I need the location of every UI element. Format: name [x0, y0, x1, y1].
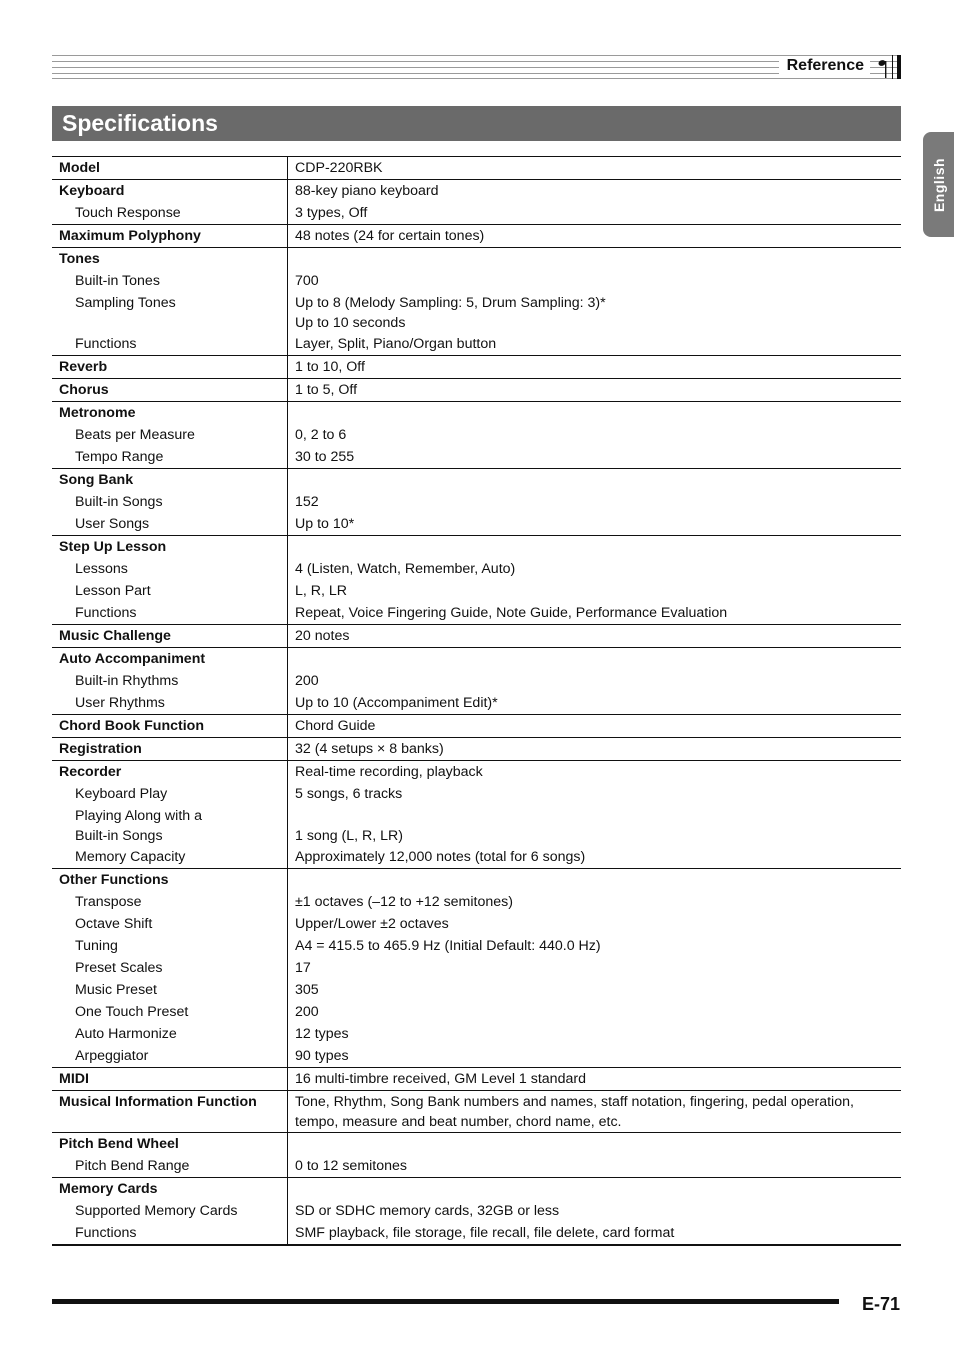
spec-value: Real-time recording, playback — [295, 764, 483, 780]
spec-label-cell — [52, 202, 288, 225]
spec-label-cell — [52, 1068, 288, 1091]
spec-label-cell — [52, 738, 288, 761]
spec-label-cell — [52, 446, 288, 469]
table-row — [52, 1023, 901, 1045]
spec-subitem: Preset Scales — [75, 960, 163, 976]
spec-label-cell — [52, 513, 288, 536]
spec-label-cell — [52, 558, 288, 580]
spec-label-cell — [52, 935, 288, 957]
spec-label-cell — [52, 157, 288, 180]
header-staff — [52, 55, 897, 79]
spec-label-cell — [52, 248, 288, 271]
table-row — [52, 1091, 901, 1114]
spec-value: Upper/Lower ±2 octaves — [295, 916, 449, 932]
spec-label-cell — [52, 846, 288, 869]
table-row — [52, 333, 901, 356]
spec-subitem: Built-in Tones — [75, 273, 160, 289]
spec-value: Up to 10* — [295, 516, 355, 532]
spec-heading: Tones — [59, 251, 100, 267]
spec-value: 700 — [295, 273, 319, 289]
spec-value — [288, 648, 902, 671]
spec-subitem: Auto Harmonize — [75, 1026, 177, 1042]
spec-heading: Song Bank — [59, 472, 134, 488]
table-row — [52, 1200, 901, 1222]
spec-heading: Keyboard — [59, 183, 125, 199]
spec-label-cell — [52, 761, 288, 784]
table-row — [52, 180, 901, 203]
table-row — [52, 891, 901, 913]
spec-value: 3 types, Off — [295, 205, 368, 221]
spec-heading: Musical Information Function — [59, 1094, 257, 1110]
table-row — [52, 314, 901, 333]
spec-heading: Recorder — [59, 764, 122, 780]
language-tab-label: English — [930, 157, 947, 212]
table-row — [52, 1001, 901, 1023]
table-row — [52, 157, 901, 180]
spec-heading: Maximum Polyphony — [59, 228, 201, 244]
table-row — [52, 270, 901, 292]
table-row — [52, 513, 901, 536]
spec-value: 200 — [295, 1004, 319, 1020]
page-number: E-71 — [861, 1294, 900, 1314]
language-tab — [923, 132, 954, 237]
spec-value: 32 (4 setups × 8 banks) — [295, 741, 444, 757]
spec-label-cell — [52, 1091, 288, 1114]
spec-label-cell — [52, 424, 288, 446]
spec-subitem: User Rhythms — [75, 695, 165, 711]
spec-value: 152 — [295, 494, 319, 510]
spec-value: 12 types — [295, 1026, 349, 1042]
spec-subitem: Functions — [75, 336, 137, 352]
table-row — [52, 670, 901, 692]
spec-value: A4 = 415.5 to 465.9 Hz (Initial Default: 440.0 Hz) — [295, 938, 601, 954]
table-row — [52, 491, 901, 513]
spec-value: 30 to 255 — [295, 449, 355, 465]
spec-heading: Other Functions — [59, 872, 169, 888]
spec-heading: Metronome — [59, 405, 136, 421]
spec-label-cell — [52, 1045, 288, 1068]
spec-value — [288, 536, 902, 559]
table-row — [52, 558, 901, 580]
spec-subitem: Supported Memory Cards — [75, 1203, 238, 1219]
spec-label-cell — [52, 670, 288, 692]
spec-heading: Chorus — [59, 382, 109, 398]
table-row — [52, 738, 901, 761]
spec-heading: Step Up Lesson — [59, 539, 167, 555]
table-row — [52, 1045, 901, 1068]
spec-label-cell — [52, 805, 288, 827]
spec-label-cell — [52, 1155, 288, 1178]
table-row — [52, 979, 901, 1001]
spec-value: 48 notes (24 for certain tones) — [295, 228, 485, 244]
spec-value — [288, 1133, 902, 1156]
spec-value: Up to 10 seconds — [295, 315, 406, 331]
table-row — [52, 957, 901, 979]
spec-heading: Registration — [59, 741, 142, 757]
table-row — [52, 602, 901, 625]
spec-subitem: Functions — [75, 1225, 137, 1241]
spec-value: SMF playback, file storage, file recall, file delete, card format — [295, 1225, 675, 1241]
spec-value: 16 multi-timbre received, GM Level 1 standard — [295, 1071, 586, 1087]
spec-heading: Memory Cards — [59, 1181, 158, 1197]
spec-subitem: Lesson Part — [75, 583, 151, 599]
spec-heading: Model — [59, 160, 100, 176]
footer-rule — [52, 1299, 839, 1304]
spec-subitem: Functions — [75, 605, 137, 621]
table-row — [52, 1113, 901, 1133]
table-row — [52, 1178, 901, 1201]
spec-subitem: Memory Capacity — [75, 849, 186, 865]
spec-label-cell — [52, 180, 288, 203]
table-row — [52, 356, 901, 379]
spec-subitem: Beats per Measure — [75, 427, 195, 443]
table-row — [52, 379, 901, 402]
spec-heading: Chord Book Function — [59, 718, 205, 734]
specifications-table — [52, 156, 901, 1246]
spec-value: 1 to 5, Off — [295, 382, 358, 398]
spec-subitem: Pitch Bend Range — [75, 1158, 190, 1174]
spec-label-cell — [52, 648, 288, 671]
table-row — [52, 846, 901, 869]
spec-subitem: Tempo Range — [75, 449, 164, 465]
spec-value — [288, 869, 902, 892]
table-row — [52, 1068, 901, 1091]
table-row — [52, 913, 901, 935]
table-row — [52, 202, 901, 225]
spec-subitem: Tuning — [75, 938, 118, 954]
table-row — [52, 402, 901, 425]
spec-subitem: Lessons — [75, 561, 128, 577]
spec-subitem: Keyboard Play — [75, 786, 168, 802]
spec-value: Repeat, Voice Fingering Guide, Note Guide, Performance Evaluation — [295, 605, 728, 621]
spec-heading: Music Challenge — [59, 628, 171, 644]
spec-label-cell — [52, 469, 288, 492]
table-row — [52, 869, 901, 892]
spec-value: 90 types — [295, 1048, 349, 1064]
spec-subitem: Transpose — [75, 894, 142, 910]
spec-heading: Reverb — [59, 359, 108, 375]
spec-subitem: Built-in Songs — [75, 828, 163, 844]
spec-value: Up to 8 (Melody Sampling: 5, Drum Sampling: 3)* — [295, 295, 606, 311]
table-row — [52, 692, 901, 715]
spec-label-cell — [52, 979, 288, 1001]
spec-subitem: Touch Response — [75, 205, 181, 221]
spec-value: 88-key piano keyboard — [295, 183, 439, 199]
spec-value: 305 — [295, 982, 319, 998]
spec-label-cell — [52, 1133, 288, 1156]
spec-label-cell — [52, 783, 288, 805]
spec-label-cell — [52, 869, 288, 892]
table-row — [52, 536, 901, 559]
spec-heading: MIDI — [59, 1071, 89, 1087]
spec-label-cell — [52, 957, 288, 979]
spec-value — [288, 469, 902, 492]
spec-value: Layer, Split, Piano/Organ button — [295, 336, 497, 352]
spec-label-cell — [52, 602, 288, 625]
spec-value: Up to 10 (Accompaniment Edit)* — [295, 695, 498, 711]
spec-label-cell — [52, 1200, 288, 1222]
spec-value: SD or SDHC memory cards, 32GB or less — [295, 1203, 560, 1219]
spec-subitem: One Touch Preset — [75, 1004, 189, 1020]
spec-subitem: Built-in Songs — [75, 494, 163, 510]
spec-value — [288, 1178, 902, 1201]
spec-value — [288, 805, 902, 827]
table-row — [52, 1133, 901, 1156]
table-row — [52, 625, 901, 648]
spec-subitem: Arpeggiator — [75, 1048, 149, 1064]
table-row — [52, 292, 901, 314]
table-row — [52, 225, 901, 248]
spec-value — [288, 402, 902, 425]
spec-subitem: Octave Shift — [75, 916, 153, 932]
table-row — [52, 1155, 901, 1178]
spec-label-cell — [52, 1001, 288, 1023]
spec-subitem: User Songs — [75, 516, 150, 532]
table-row — [52, 1222, 901, 1245]
spec-label-cell — [52, 891, 288, 913]
spec-value: 0 to 12 semitones — [295, 1158, 407, 1174]
table-row — [52, 783, 901, 805]
table-row — [52, 715, 901, 738]
table-row — [52, 935, 901, 957]
spec-heading: Pitch Bend Wheel — [59, 1136, 179, 1152]
spec-label-cell — [52, 1222, 288, 1245]
spec-label-cell — [52, 356, 288, 379]
spec-label-cell — [52, 625, 288, 648]
spec-label-cell — [52, 491, 288, 513]
spec-value: L, R, LR — [295, 583, 348, 599]
spec-value: 1 song (L, R, LR) — [295, 828, 404, 844]
spec-value: 0, 2 to 6 — [295, 427, 347, 443]
table-row — [52, 248, 901, 271]
spec-label-cell — [52, 379, 288, 402]
spec-value: Chord Guide — [295, 718, 376, 734]
table-row — [52, 469, 901, 492]
spec-label-cell — [52, 692, 288, 715]
table-row — [52, 827, 901, 846]
spec-subitem: Music Preset — [75, 982, 157, 998]
spec-label-cell — [52, 715, 288, 738]
spec-value: ±1 octaves (–12 to +12 semitones) — [295, 894, 513, 910]
spec-label-cell — [52, 1113, 288, 1133]
spec-label-cell — [52, 1023, 288, 1045]
table-row — [52, 761, 901, 784]
spec-label-cell — [52, 536, 288, 559]
spec-label-cell — [52, 225, 288, 248]
table-row — [52, 424, 901, 446]
spec-subitem: Playing Along with a — [75, 808, 202, 824]
spec-label-cell — [52, 270, 288, 292]
spec-label-cell — [52, 402, 288, 425]
spec-heading: Auto Accompaniment — [59, 651, 206, 667]
spec-value: Tone, Rhythm, Song Bank numbers and names, staff notation, fingering, pedal operation, — [295, 1094, 854, 1110]
page-title: Specifications — [52, 106, 901, 141]
spec-label-cell — [52, 314, 288, 333]
section-label: Reference — [779, 57, 870, 75]
spec-value: 200 — [295, 673, 319, 689]
spec-value: tempo, measure and beat number, chord name, etc. — [295, 1114, 622, 1130]
spec-value: CDP-220RBK — [295, 160, 383, 176]
table-row — [52, 805, 901, 827]
spec-value: 1 to 10, Off — [295, 359, 365, 375]
spec-value: 17 — [295, 960, 311, 976]
table-row — [52, 446, 901, 469]
spec-label-cell — [52, 292, 288, 314]
spec-label-cell — [52, 913, 288, 935]
spec-label-cell — [52, 333, 288, 356]
spec-subitem: Built-in Rhythms — [75, 673, 179, 689]
spec-value — [288, 248, 902, 271]
table-row — [52, 648, 901, 671]
music-note-icon — [876, 58, 890, 78]
spec-label-cell — [52, 827, 288, 846]
table-row — [52, 580, 901, 602]
spec-label-cell — [52, 1178, 288, 1201]
spec-value: 4 (Listen, Watch, Remember, Auto) — [295, 561, 516, 577]
spec-label-cell — [52, 580, 288, 602]
spec-value: Approximately 12,000 notes (total for 6 songs) — [295, 849, 586, 865]
spec-value: 20 notes — [295, 628, 350, 644]
spec-subitem: Sampling Tones — [75, 295, 176, 311]
spec-value: 5 songs, 6 tracks — [295, 786, 403, 802]
